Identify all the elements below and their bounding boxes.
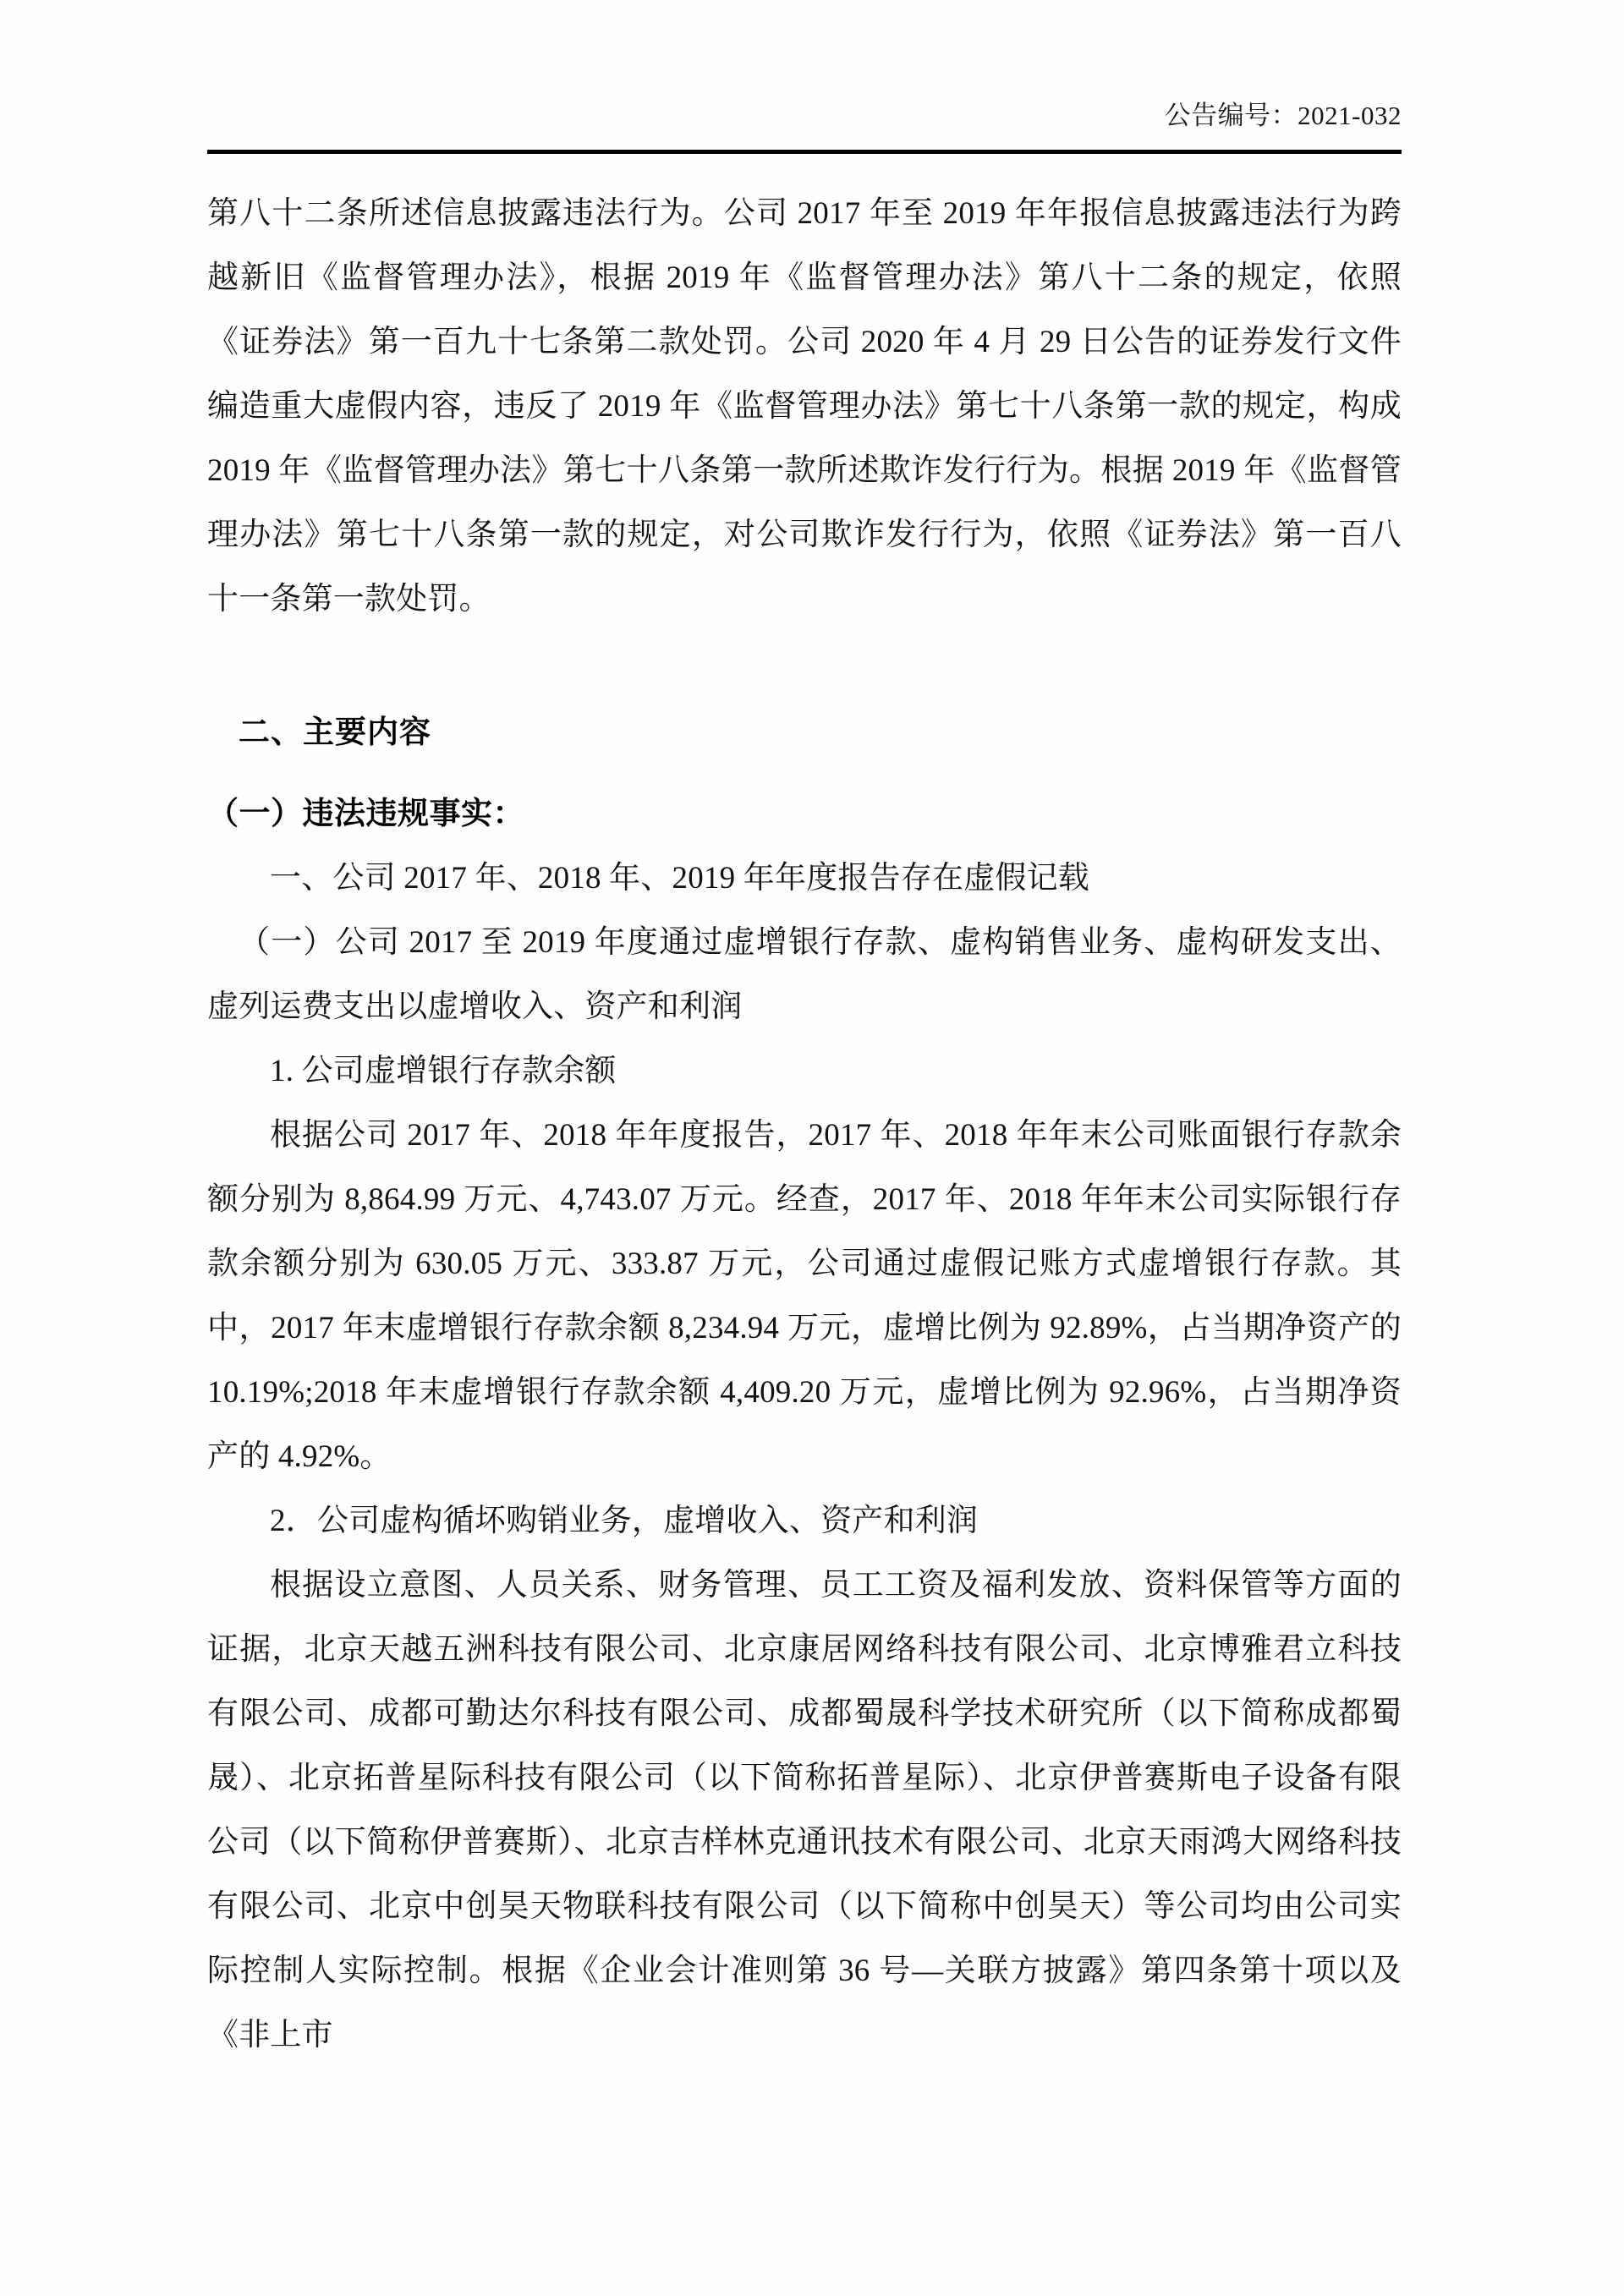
header-divider [207,150,1402,154]
spacer [207,765,1402,782]
item-1-1-2-heading: 2．公司虚构循坏购销业务，虚增收入、资产和利润 [270,1504,979,1538]
paragraph-continued: 第八十二条所述信息披露违法行为。公司 2017 年至 2019 年年报信息披露违法行为跨越新旧《监督管理办法》，根据 2019 年《监督管理办法》第八十二条的规定，依照《证券法》第一百九十七条第二款处罚。公司 2020 年 4 月 29 日公告的证券发行文件编造重大虚假内容，违反了 2019 年《监督管理办法》第七十八条第一款的规定，构成 2019 年《监督管理办法》第七十八条第一款所述欺诈发行行为。根据 2019 年《监督管理办法》第七十八条第一款的规定，对公司欺诈发行行为，依照《证券法》第一百八十一条第一款处罚。 [207,196,1402,616]
item-1-1-1-body: 根据公司 2017 年、2018 年年度报告，2017 年、2018 年年末公司账面银行存款余额分别为 8,864.99 万元、4,743.07 万元。经查，2017 年、2018 年年末公司实际银行存款余额分别为 630.05 万元、333.87 万元，公司通过虚假记账方式虚增银行存款。其中，2017 年末虚增银行存款余额 8,234.94 万元，虚增比例为 92.89%，占当期净资产的 10.19%;2018 年末虚增银行存款余额 4,409.20 万元，虚增比例为 92.96%，占当期净资产的 4.92%。 [207,1118,1402,1474]
spacer [207,632,1402,701]
page-header [207,100,1402,161]
document-body [207,182,1402,2068]
section-heading-main-content: 二、主要内容 [239,715,431,750]
item-1-1-heading: （一）公司 2017 至 2019 年度通过虚增银行存款、虚构销售业务、虚构研发支出、虚列运费支出以虚增收入、资产和利润 [207,925,1402,1024]
announcement-code: 公告编号：2021-032 [1164,101,1402,130]
item-1-heading: 一、公司 2017 年、2018 年、2019 年年度报告存在虚假记载 [270,861,1089,896]
subsection-heading-violation-facts: （一）违法违规事实： [207,797,524,831]
item-1-1-2-body: 根据设立意图、人员关系、财务管理、员工工资及福利发放、资料保管等方面的证据，北京天越五洲科技有限公司、北京康居网络科技有限公司、北京博雅君立科技有限公司、成都可勤达尔科技有限公司、成都蜀晟科学技术研究所（以下简称成都蜀晟）、北京拓普星际科技有限公司（以下简称拓普星际）、北京伊普赛斯电子设备有限公司（以下简称伊普赛斯）、北京吉样林克通讯技术有限公司、北京天雨鸿大网络科技有限公司、北京中创昊天物联科技有限公司（以下简称中创昊天）等公司均由公司实际控制人实际控制。根据《企业会计准则第 36 号—关联方披露》第四条第十项以及《非上市 [207,1568,1402,2052]
item-1-1-1-heading: 1. 公司虚增银行存款余额 [270,1054,617,1088]
